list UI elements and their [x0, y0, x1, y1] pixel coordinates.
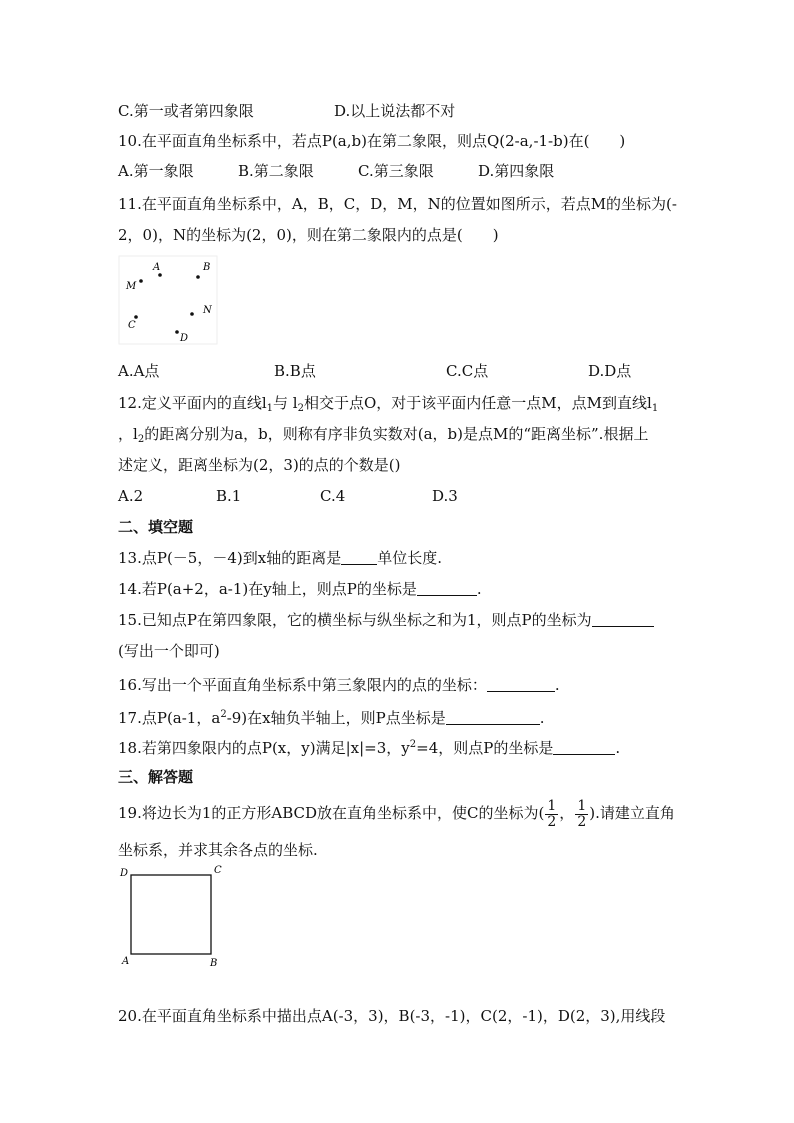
q11-option-d: D.D点 — [588, 362, 632, 380]
q12-sub-2: 2 — [297, 403, 304, 414]
q17-superscript: 2 — [220, 709, 227, 720]
figure-point-a — [158, 273, 162, 277]
figure-label-d: D — [180, 333, 189, 344]
q13 — [118, 548, 442, 568]
q14-suffix: . — [476, 580, 482, 598]
q11-stem-line2: 2，0)，N的坐标为(2，0)，则在第二象限内的点是( ) — [118, 226, 499, 244]
q17-suffix: . — [539, 709, 545, 727]
figure-point-d — [175, 330, 179, 334]
q19-line2: 坐标系，并求其余各点的坐标. — [118, 841, 318, 859]
q12-sub-1: 1 — [266, 403, 274, 414]
q19-text-end: ).请建立直角 — [589, 804, 675, 822]
q19-square-figure — [118, 862, 228, 972]
figure-label-m: M — [126, 281, 137, 292]
q16-suffix: . — [554, 676, 560, 694]
q18-suffix: . — [615, 739, 621, 757]
figure-label-a: A — [153, 262, 161, 273]
q10-option-c: C.第三象限 — [358, 162, 434, 180]
q9-option-c: C.第一或者第四象限 — [118, 102, 254, 120]
q12-option-b: B.1 — [216, 487, 242, 505]
q12-sub-4: 2 — [137, 434, 145, 445]
q19-fraction-x-numerator: 1 — [547, 797, 557, 814]
q14-answer-blank[interactable] — [417, 580, 477, 596]
q12-line1-mid: 与 l — [273, 394, 298, 412]
figure-point-n — [190, 312, 194, 316]
q19-separator: ， — [559, 804, 575, 822]
q11-point-figure — [118, 255, 218, 345]
q10-option-b: B.第二象限 — [238, 162, 314, 180]
figure-point-b — [196, 275, 200, 279]
q19-line1 — [118, 798, 675, 830]
q12-option-c: C.4 — [320, 487, 346, 505]
q12-option-a: A.2 — [118, 487, 144, 505]
q12-line2-rest: 的距离分别为a，b，则称有序非负实数对(a，b)是点M的“距离坐标”.根据上 — [144, 425, 649, 443]
section-heading-fill-in: 二、填空题 — [118, 518, 194, 536]
q14 — [118, 579, 482, 599]
q20-line1: 20.在平面直角坐标系中描出点A(-3，3)，B(-3，-1)，C(2，-1)，D(2，3),用线段 — [118, 1007, 666, 1025]
section-heading-solve: 三、解答题 — [118, 768, 194, 786]
figure-label-n: N — [203, 305, 212, 316]
q12-line2-prefix: ，l — [118, 425, 138, 443]
q15-text: 15.已知点P在第四象限，它的横坐标与纵坐标之和为1，则点P的坐标为 — [118, 611, 592, 629]
q17-text: 17.点P(a-1，a — [118, 709, 221, 727]
figure-point-c — [134, 315, 138, 319]
q17-text-mid: -9)在x轴负半轴上，则P点坐标是 — [226, 709, 446, 727]
q18-text-mid: =4，则点P的坐标是 — [416, 739, 554, 757]
figure-label-b: B — [203, 262, 211, 273]
q15-answer-blank[interactable] — [592, 611, 654, 627]
q16-text: 16.写出一个平面直角坐标系中第三象限内的点的坐标： — [118, 676, 487, 694]
square-label-d: D — [120, 868, 129, 879]
q13-suffix: 单位长度. — [377, 549, 442, 567]
q13-text: 13.点P(－5，－4)到x轴的距离是 — [118, 549, 342, 567]
q11-option-b: B.B点 — [274, 362, 316, 380]
q13-answer-blank[interactable] — [341, 549, 377, 565]
q18 — [118, 735, 620, 758]
q10-stem: 10.在平面直角坐标系中，若点P(a,b)在第二象限，则点Q(2-a,-1-b)在( ) — [118, 132, 626, 150]
square-label-a: A — [122, 956, 130, 967]
q11-stem-line1: 11.在平面直角坐标系中，A，B，C，D，M，N的位置如图所示，若点M的坐标为(- — [118, 195, 677, 213]
q12-sub-3: 1 — [651, 403, 659, 414]
q9-option-d: D.以上说法都不对 — [334, 102, 456, 120]
q17 — [118, 705, 545, 728]
square-label-c: C — [214, 865, 222, 876]
q15-line2: (写出一个即可) — [118, 642, 220, 660]
q16 — [118, 675, 560, 695]
q11-option-a: A.A点 — [118, 362, 160, 380]
q17-answer-blank[interactable] — [446, 709, 540, 725]
q18-answer-blank[interactable] — [553, 739, 615, 755]
q12-line1-prefix: 12.定义平面内的直线l — [118, 394, 267, 412]
q10-option-d: D.第四象限 — [478, 162, 555, 180]
q12-line1-rest: 相交于点O，对于该平面内任意一点M，点M到直线l — [303, 394, 652, 412]
q14-text: 14.若P(a+2，a-1)在y轴上，则点P的坐标是 — [118, 580, 417, 598]
figure-point-m — [139, 279, 143, 283]
q10-option-a: A.第一象限 — [118, 162, 194, 180]
q15-line1 — [118, 610, 654, 630]
q12-option-d: D.3 — [432, 487, 458, 505]
q19-fraction-y-denominator: 2 — [577, 813, 587, 830]
q19-text: 19.将边长为1的正方形ABCD放在直角坐标系中，使C的坐标为( — [118, 804, 545, 822]
q16-answer-blank[interactable] — [487, 676, 555, 692]
q18-superscript: 2 — [409, 739, 417, 750]
q19-fraction-y — [575, 799, 588, 830]
q19-fraction-x — [545, 799, 558, 830]
square-abcd — [131, 875, 211, 954]
square-label-b: B — [210, 958, 218, 969]
q12-line3: 述定义，距离坐标为(2，3)的点的个数是() — [118, 456, 401, 474]
q11-option-c: C.C点 — [446, 362, 489, 380]
q12-line1 — [118, 393, 658, 419]
q18-text: 18.若第四象限内的点P(x，y)满足|x|=3，y — [118, 739, 410, 757]
figure-label-c: C — [128, 320, 136, 331]
q19-fraction-x-denominator: 2 — [547, 813, 557, 830]
q19-fraction-y-numerator: 1 — [577, 797, 587, 814]
q12-line2 — [118, 424, 648, 450]
